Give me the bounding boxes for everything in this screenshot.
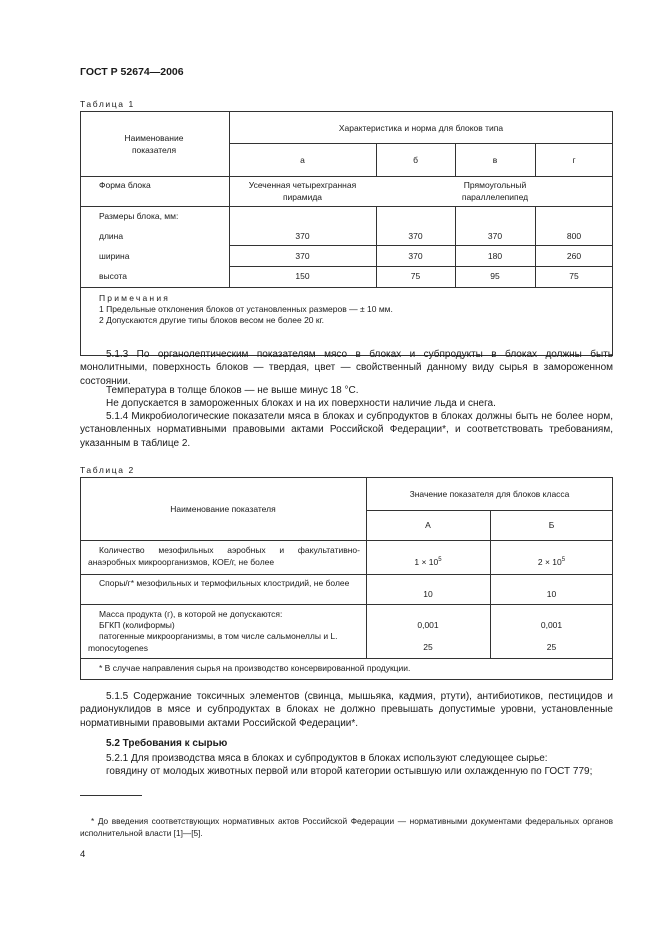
table2-hline [366,510,613,511]
table2-caption: Таблица 2 [80,465,135,475]
table2-row3-b2: 25 [546,642,557,652]
paragraph-beef: говядину от молодых животных первой или второй категории остывшую или охлажденную по ГОСТ 779; [106,766,593,777]
table1-row-label: высота [99,271,128,281]
table1-cell: 75 [410,271,421,281]
table2-hline [80,604,613,605]
page-footnote: * До введения соответствующих нормативных актов Российской Федерации — нормативными документами федеральных органов исполнительной власти [1]—[5]. [80,816,613,838]
table2-row3-sub1: БГКП (колиформы) [99,620,175,630]
table1-note: 1 Предельные отклонения блоков от установленных размеров — ± 10 мм. [99,304,393,314]
table1-size-label: Размеры блока, мм: [99,211,179,221]
table1-hline [229,143,613,144]
table1-col-name: Наименование показателя [124,133,184,155]
paragraph-5-2-1: 5.2.1 Для производства мяса в блоках и субпродуктов в блоках используют следующее сырье: [106,753,548,764]
table1-row-label: длина [99,231,124,241]
table1-type-g: г [572,155,576,165]
table1-cell: 370 [408,231,423,241]
table2-row3-sub2: патогенные микроорганизмы, в том числе сальмонеллы и L. monocytogenes [88,631,338,653]
table1-hline [80,206,613,207]
table1-type-v: в [492,155,498,165]
table1-notes-title: Примечания [99,293,171,303]
table2-class-a: А [425,520,431,530]
table1-form-a: Усеченная четырехгранная пирамида [248,180,357,202]
table2-row2-label: Споры/г* мезофильных и термофильных клостридий, не более [99,578,350,588]
table2-row3-a1: 0,001 [417,620,439,630]
table1-hline [80,176,613,177]
table1-col-group: Характеристика и норма для блоков типа [338,123,504,133]
table1-cell: 370 [295,231,310,241]
paragraph-temperature: Температура в толще блоков — не выше минус 18 °С. [106,385,359,396]
table1-form-bcd: Прямоугольный параллелепипед [461,180,529,202]
table1-cell: 370 [295,251,310,261]
table1-cell: 75 [569,271,579,281]
table1-cell: 800 [566,231,582,241]
table2-row1-b: $2 \times 10^5$ [537,557,566,567]
table1-hline [80,287,613,288]
table2-hline [80,574,613,575]
paragraph-5-1-5: 5.1.5 Содержание токсичных элементов (свинца, мышьяка, кадмия, ртути), антибиотиков, пестицидов и радионуклидов в мясе и субпродуктах в блоках не должно превышать допустимые уровни, установленные нормативными правовыми актами Российской Федерации*. [80,691,613,729]
table2-col-name: Наименование показателя [170,504,276,514]
paragraph-5-1-4: 5.1.4 Микробиологические показатели мяса в блоках и субпродуктов в блоках должны быть не более норм, установленных нормативными правовыми актами Российской Федерации*, и соответствовать требованиям, указанным в таблице 2. [80,411,613,449]
table2-class-b: Б [548,520,555,530]
table2-vline [490,510,491,658]
table1-type-a: а [300,155,305,165]
table2-col-group: Значение показателя для блоков класса [409,489,570,499]
paragraph-ice: Не допускается в замороженных блоках и на их поверхности наличие льда и снега. [106,398,496,409]
table1-note: 2 Допускаются другие типы блоков весом не более 20 кг. [99,315,325,325]
table2-row2-b: 10 [546,589,557,599]
section-heading-5-2: 5.2 Требования к сырью [106,738,228,749]
page-number: 4 [80,849,86,860]
table2-footnote: * В случае направления сырья на производство консервированной продукции. [99,663,411,673]
table2-row3-label: Масса продукта (г), в которой не допускаются: [99,609,283,619]
footnote-separator [80,795,142,796]
document-code: ГОСТ Р 52674—2006 [80,66,184,78]
table2-row1-label: Количество мезофильных аэробных и факультативно-анаэробных микроорганизмов, КОЕ/г, не более [88,545,360,567]
table2-row3-a2: 25 [423,642,433,652]
table1-cell: 150 [295,271,310,281]
table2-row2-a: 10 [423,589,433,599]
table1-hline [229,245,613,246]
paragraph-5-1-3: 5.1.3 По органолептическим показателям мясо в блоках и субпродукты в блоках должны быть монолитными, поверхность блоков — твердая, цвет — свойственный данному виду сырья в замороженном состоянии. [80,349,613,387]
table1-cell: 95 [490,271,500,281]
table1-form-label: Форма блока [99,180,151,190]
table1-type-b: б [413,155,418,165]
table1-cell: 370 [487,231,503,241]
table1-cell: 260 [566,251,582,261]
table1-row-label: ширина [99,251,130,261]
table2-hline [80,658,613,659]
table1-cell: 180 [487,251,503,261]
table1-caption: Таблица 1 [80,99,135,109]
table2-hline [80,540,613,541]
table2-row3-b1: 0,001 [540,620,563,630]
table1-cell: 370 [408,251,423,261]
table1-hline [229,266,613,267]
table2-row1-a: $1 \times 10^5$ [414,557,442,567]
